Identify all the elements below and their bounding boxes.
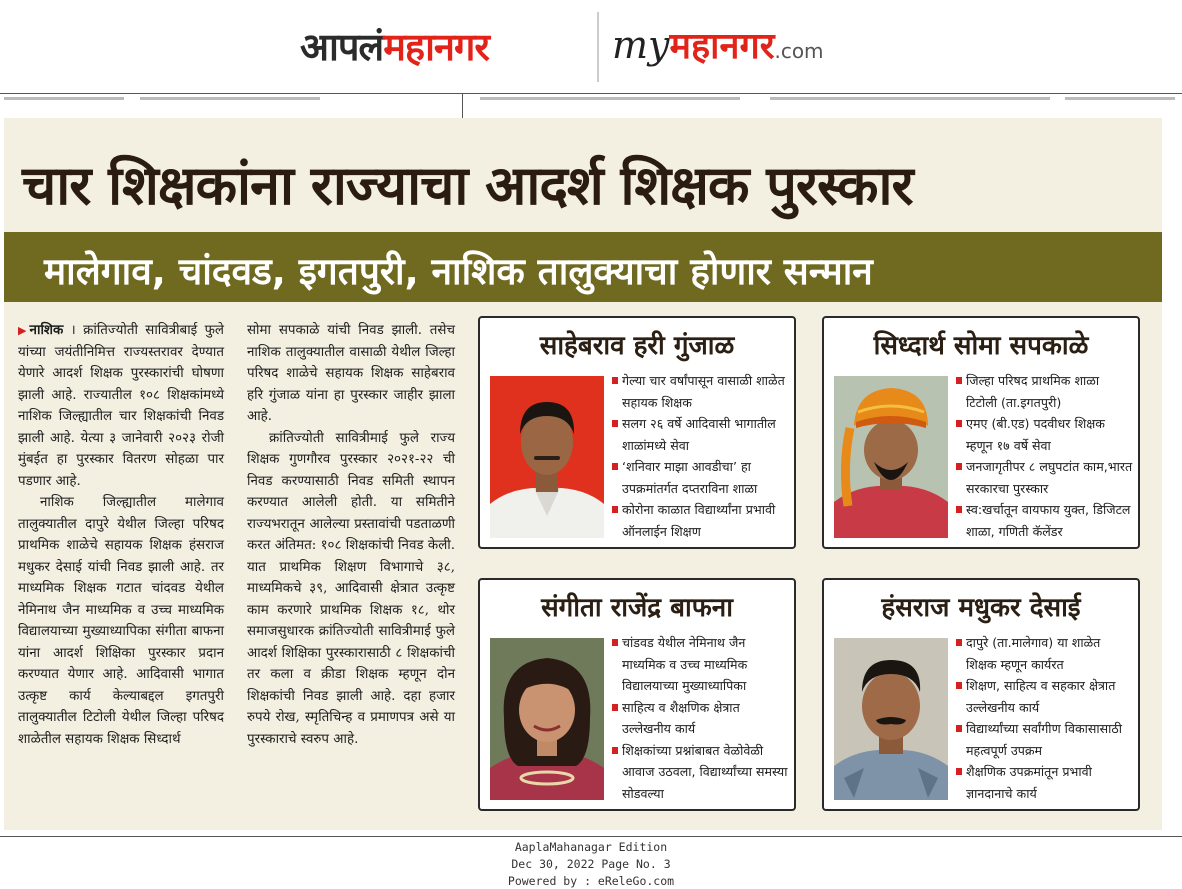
powered-by: Powered by : eReleGo.com [507,874,675,888]
profile-point: शैक्षणिक उपक्रमांतून प्रभावी ज्ञानदानाचे कार्य [956,761,1134,804]
profile-point: विद्यार्थ्यांच्या सर्वांगीण विकासासाठी महत्वपूर्ण उपक्रम [956,718,1134,761]
profile-points [956,632,1134,804]
headline: चार शिक्षकांना राज्याचा आदर्श शिक्षक पुरस्कार [22,154,913,217]
logo-text-com: .com [774,39,824,63]
edition-footer [0,836,1182,889]
teacher-photo [834,376,948,538]
edition-name: AaplaMahanagar Edition [514,840,668,854]
paragraph: सोमा सपकाळे यांची निवड झाली. तसेच नाशिक तालुक्यातील वासाळी येथील जिल्हा परिषद शाळेचे सहायक शिक्षक साहेबराव हरि गुंजाळ यांना हा पुरस्कार जाहीर झाला आहे. [247,323,455,424]
paragraph [18,320,224,492]
subheadline-bar [4,232,1162,302]
edition-date-page: Dec 30, 2022 Page No. 3 [511,857,671,871]
cropped-line [480,97,740,100]
cropped-line [1065,97,1175,100]
profile-point: एमए (बी.एड) पदवीधर शिक्षक म्हणून १७ वर्षे सेवा [956,413,1134,456]
my-mahanagar-logo[interactable] [612,20,824,69]
teacher-photo [834,638,948,800]
column-divider [462,94,463,119]
teacher-photo [490,376,604,538]
profile-name: साहेबराव हरी गुंजाळ [539,331,735,361]
logo-text-my: my [612,23,670,67]
profile-name: सिध्दार्थ सोमा सपकाळे [873,331,1089,361]
cropped-line [770,97,1050,100]
subheadline: मालेगाव, चांदवड, इगतपुरी, नाशिक तालुक्याचा होणार सन्मान [44,250,873,293]
article-column-2 [247,320,455,750]
dateline-marker-icon: ▶ [18,324,30,337]
cropped-line [4,97,124,100]
logo-text-aapla: आपलं [300,25,384,69]
profile-point: गेल्या चार वर्षांपासून वासाळी शाळेत सहायक शिक्षक [612,370,790,413]
profile-point: शिक्षण, साहित्य व सहकार क्षेत्रात उल्लेखनीय कार्य [956,675,1134,718]
profile-card [478,578,796,811]
article-column-1 [18,320,224,750]
profile-name: संगीता राजेंद्र बाफना [541,593,733,623]
profile-point: जिल्हा परिषद प्राथमिक शाळा टिटोली (ता.इगतपुरी) [956,370,1134,413]
profile-points [956,370,1134,542]
masthead [0,0,1182,92]
paragraph-text: । क्रांतिज्योती सावित्रीबाई फुले यांच्या जयंतीनिमित्त राज्यस्तरावर देण्यात येणारे आदर्श शिक्षक पुरस्कारांची घोषणा झाली आहे. राज्यातील १०८ शिक्षकांमध्ये नाशिक जिल्ह्यातील चार शिक्षकांची निवड झाली आहे. येत्या ३ जानेवारी २०२३ रोजी मुंबईत हा पुरस्कार वितरण सोहळा पार पडणार आहे. [18,323,224,489]
paragraph: क्रांतिज्योती सावित्रीमाई फुले राज्य शिक्षक गुणगौरव पुरस्कार २०२१-२२ ची निवड करण्यासाठी निवड समिती स्थापन करण्यात आलेली होती. या समितीने राज्यभरातून आलेल्या प्रस्तावांची पडताळणी करत अंतिमत: १०८ शिक्षकांची निवड केली. यात प्राथमिक शिक्षण विभागाचे ३८, माध्यमिकचे ३९, आदिवासी क्षेत्रात उत्कृष्ट काम करणारे प्राथमिक शिक्षक १८, थोर समाजसुधारक क्रांतिज्योती सावित्रीमाई फुले आदर्श शिक्षिका पुरस्कारासाठी ८ शिक्षकांची तर कला व क्रीडा शिक्षक म्हणून दोन शिक्षकांची निवड झाली आहे. दहा हजार रुपये रोख, स्मृतिचिन्ह व प्रमाणपत्र असे या पुरस्काराचे स्वरुप आहे. [247,430,455,747]
dateline: नाशिक [29,322,64,338]
profile-point: शिक्षकांच्या प्रश्नांबाबत वेळोवेळी आवाज उठवला, विद्यार्थ्यांच्या समस्या सोडवल्या [612,740,790,805]
profile-card [822,578,1140,811]
logo-text-mahanagar-2: महानगर [669,26,775,67]
profile-point: सलग २६ वर्षे आदिवासी भागातील शाळांमध्ये सेवा [612,413,790,456]
profile-points [612,632,790,804]
aapla-mahanagar-logo[interactable] [300,20,489,72]
cropped-line [140,97,320,100]
logo-text-mahanagar: महानगर [383,25,489,69]
profile-point: साहित्य व शैक्षणिक क्षेत्रात उल्लेखनीय कार्य [612,697,790,740]
profile-point: ‘शनिवार माझा आवडीचा’ हा उपक्रमांतर्गत दप्तराविना शाळा [612,456,790,499]
profile-point: चांडवड येथील नेमिनाथ जैन माध्यमिक व उच्च माध्यमिक विद्यालयाच्या मुख्याध्यापिका [612,632,790,697]
teacher-photo [490,638,604,800]
logo-divider [597,12,599,82]
article-clipping [4,118,1162,830]
profile-points [612,370,790,542]
profile-point: जनजागृतीपर ८ लघुपटांत काम,भारत सरकारचा पुरस्कार [956,456,1134,499]
profile-point: कोरोना काळात विद्यार्थ्यांना प्रभावी ऑनलाईन शिक्षण [612,499,790,542]
profile-point: दापुरे (ता.मालेगाव) या शाळेत शिक्षक म्हणून कार्यरत [956,632,1134,675]
profile-name: हंसराज मधुकर देसाई [881,593,1081,623]
profile-card [822,316,1140,549]
profile-card [478,316,796,549]
paragraph: नाशिक जिल्ह्यातील मालेगाव तालुक्यातील दापुरे येथील जिल्हा परिषद प्राथमिक शाळेचे सहायक शिक्षक हंसराज मधुकर देसाई यांची निवड झाली आहे. तर माध्यमिक शिक्षक गटात चांदवड येथील नेमिनाथ जैन माध्यमिक व उच्च माध्यमिक विद्यालयाच्या मुख्याध्यापिका संगीता बाफना यांना आदर्श शिक्षिका पुरस्कार प्रदान करण्यात येणार आहे. आदिवासी भागात उत्कृष्ट कार्य केल्याबद्दल इगतपुरी तालुक्यातील टिटोली येथील जिल्हा परिषद शाळेतील सहायक शिक्षक सिध्दार्थ [18,495,224,747]
cropped-text-strip [0,93,1182,119]
profile-point: स्व:खर्चातून वायफाय युक्त, डिजिटल शाळा, गणिती कॅलेंडर [956,499,1134,542]
